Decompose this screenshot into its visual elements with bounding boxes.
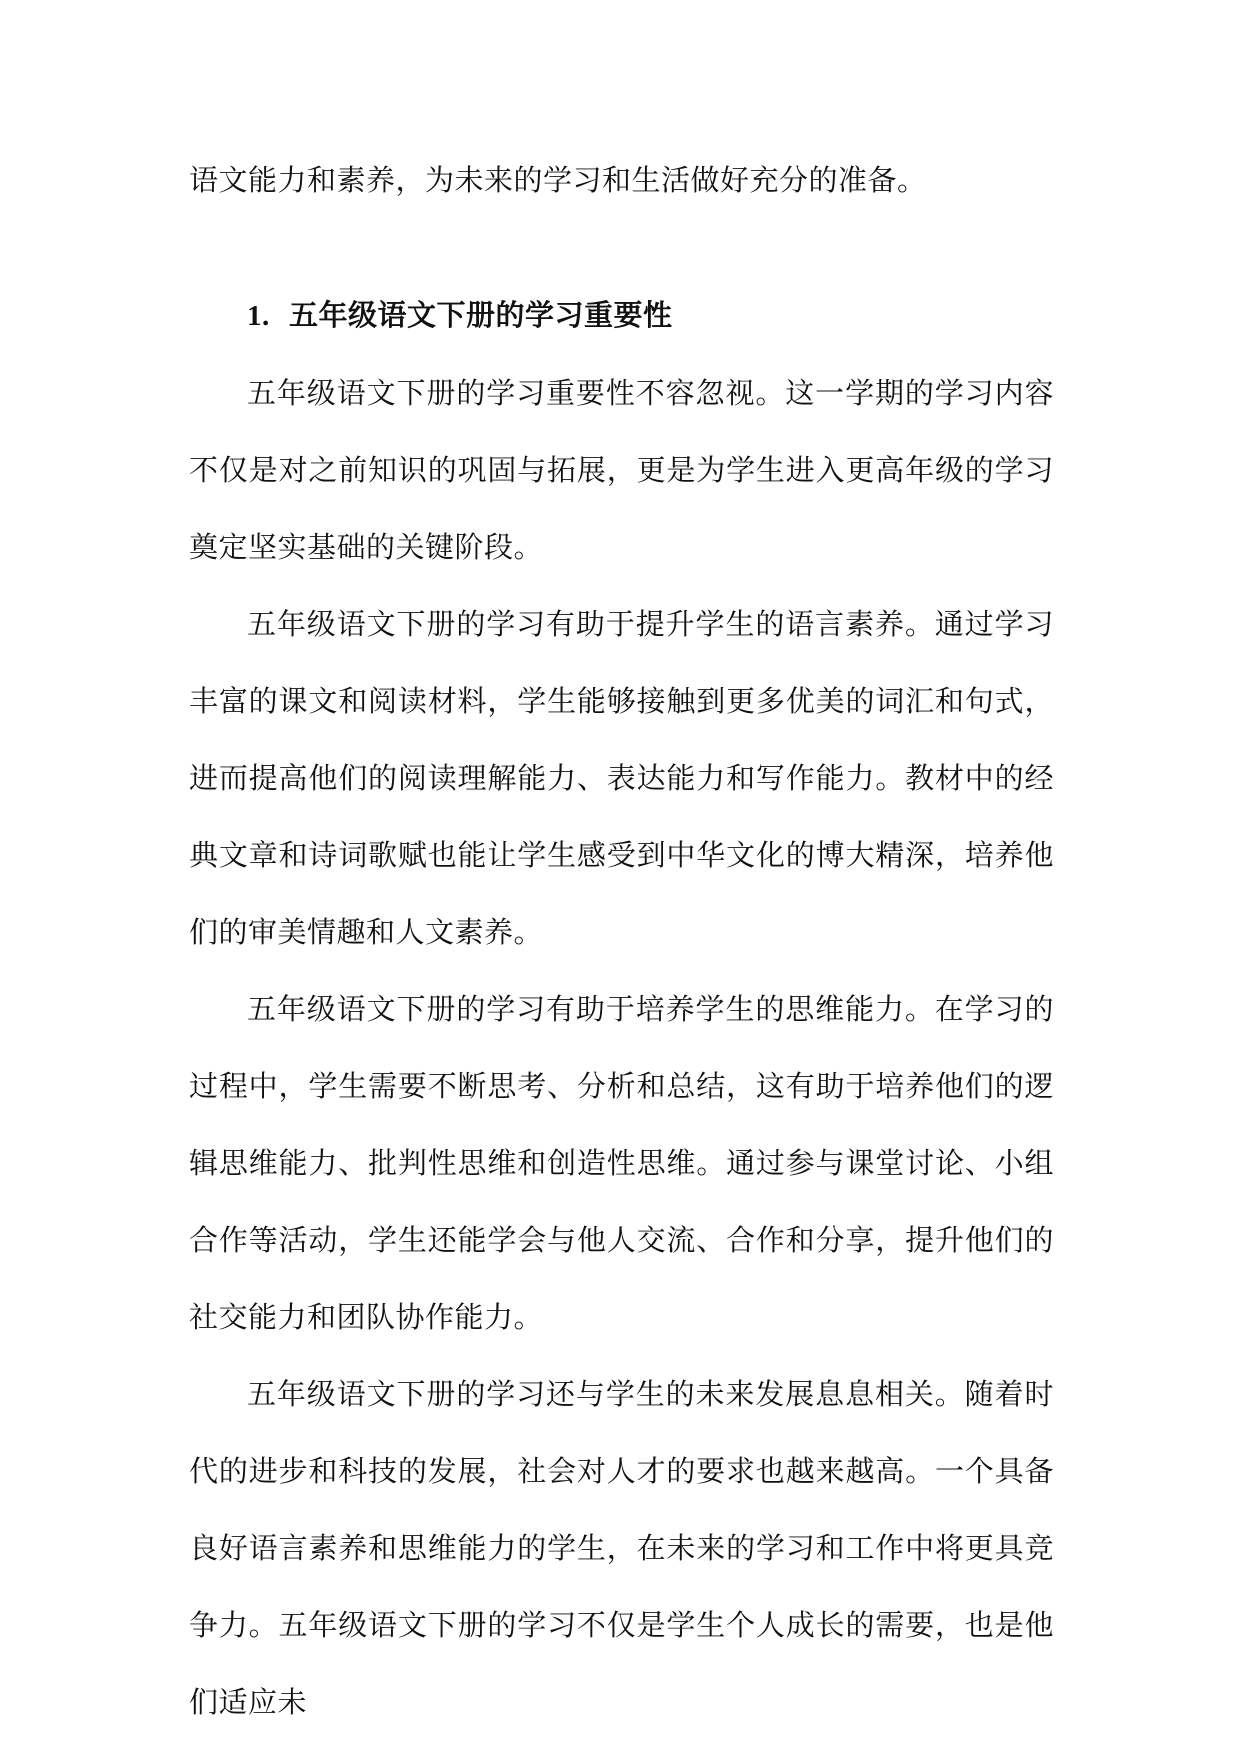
paragraph-future-development: 五年级语文下册的学习还与学生的未来发展息息相关。随着时代的进步和科技的发展，社会对人才的要求也越来越高。一个具备良好语言素养和思维能力的学生，在未来的学习和工作中将更具竞争力。五年级语文下册的学习不仅是学生个人成长的需要，也是他们适应未	[189, 1377, 1054, 1719]
document-body	[189, 142, 1054, 1741]
paragraph-thinking-ability: 五年级语文下册的学习有助于培养学生的思维能力。在学习的过程中，学生需要不断思考、分析和总结，这有助于培养他们的逻辑思维能力、批判性思维和创造性思维。通过参与课堂讨论、小组合作等活动，学生还能学会与他人交流、合作和分享，提升他们的社交能力和团队协作能力。	[189, 992, 1054, 1334]
section-number: 1.	[247, 300, 270, 332]
paragraph-language-literacy: 五年级语文下册的学习有助于提升学生的语言素养。通过学习丰富的课文和阅读材料，学生能够接触到更多优美的词汇和句式，进而提高他们的阅读理解能力、表达能力和写作能力。教材中的经典文章和诗词歌赋也能让学生感受到中华文化的博大精深，培养他们的审美情趣和人文素养。	[189, 607, 1054, 949]
section-heading	[189, 277, 1054, 355]
paragraph-importance: 五年级语文下册的学习重要性不容忽视。这一学期的学习内容不仅是对之前知识的巩固与拓展，更是为学生进入更高年级的学习奠定坚实基础的关键阶段。	[189, 376, 1054, 564]
section-title: 五年级语文下册的学习重要性	[289, 298, 673, 332]
continuation-paragraph: 语文能力和素养，为未来的学习和生活做好充分的准备。	[189, 163, 927, 197]
